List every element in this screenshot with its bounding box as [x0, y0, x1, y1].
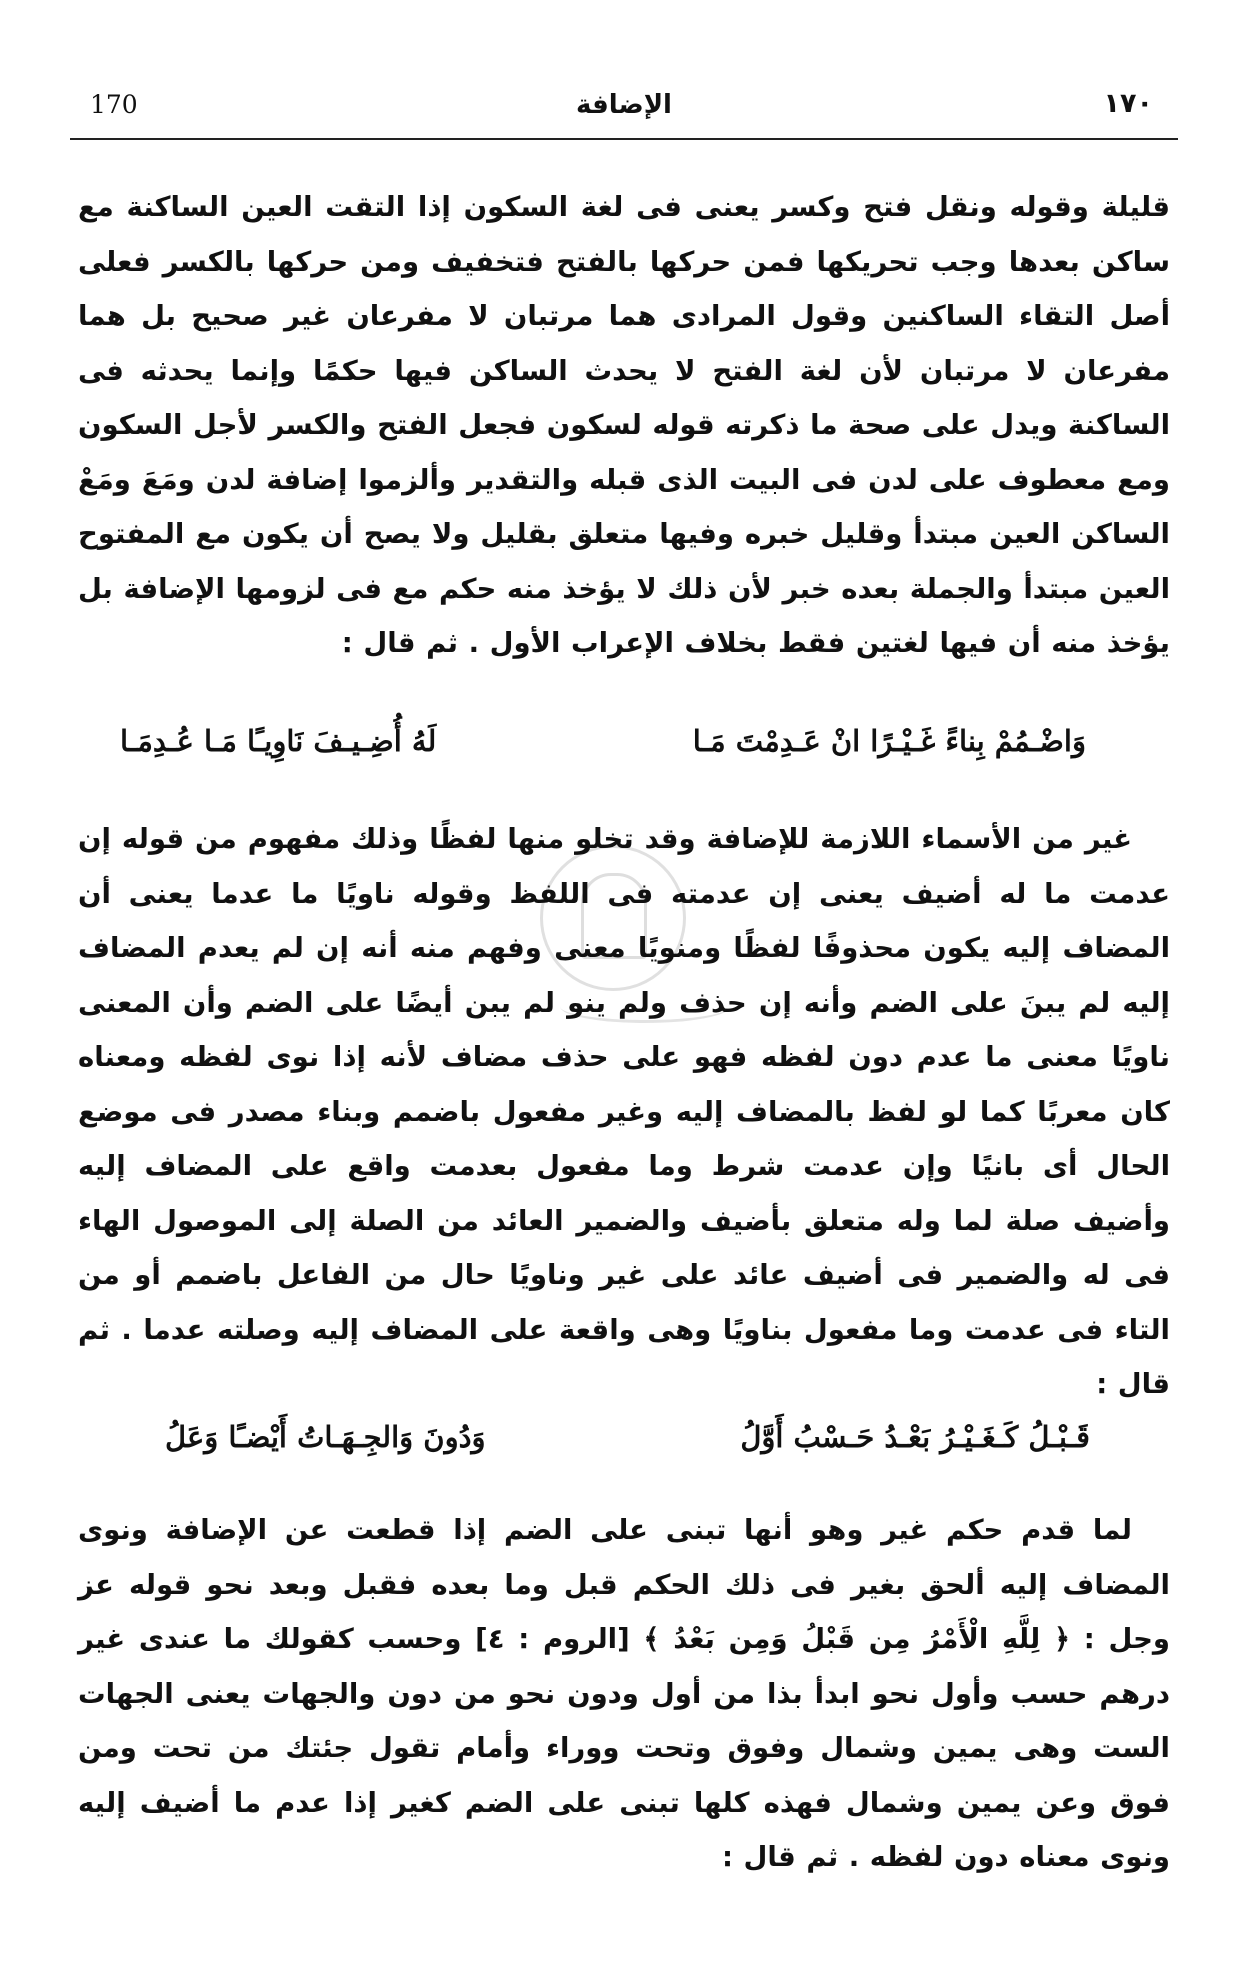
page-number-latin: 170	[90, 90, 138, 119]
paragraph-1: قليلة وقوله ونقل فتح وكسر يعنى فى لغة السكون إذا التقت العين الساكنة مع ساكن بعدها وجب تحريكها فمن حركها بالفتح فتخفيف ومن حركها بالكسر فعلى أصل التقاء الساكنين وقول المرادى هما مرتبان لا مفرعان غير صحيح بل هما مفرعان لا مرتبان لأن لغة الفتح لا يحدث الساكن فيها حكمًا وإنما يحدثه فى الساكنة ويدل على صحة ما ذكرته قوله لسكون فجعل الفتح والكسر لأجل السكون ومع معطوف على لدن فى البيت الذى قبله والتقدير وألزموا إضافة لدن ومَعَ ومَعْ الساكن العين مبتدأ وقليل خبره وفيها متعلق بقليل ولا يصح أن يكون مع المفتوح العين مبتدأ والجملة بعده خبر لأن ذلك لا يؤخذ منه حكم مع فى لزومها الإضافة بل يؤخذ منه أن فيها لغتين فقط بخلاف الإعراب الأول . ثم قال :	[78, 191, 1170, 659]
verse-1-first-hemistich: وَاضْـمُمْ بِناءً غَـيْـرًا انْ عَـدِمْتَ مَـا	[692, 724, 1086, 758]
page-number-arabic: ١٧٠	[1103, 88, 1153, 119]
verse-2-first-hemistich: قَـبْـلُ كَـغَـيْـرُ بَعْـدُ حَـسْبُ أَوَّلُ	[740, 1420, 1090, 1454]
verse-2-second-hemistich: وَدُونَ وَالجِـهَـاتُ أَيْضـًا وَعَلُ	[165, 1420, 486, 1454]
running-title: الإضافة	[576, 90, 672, 120]
page-header	[70, 82, 1178, 140]
paragraph-3: لما قدم حكم غير وهو أنها تبنى على الضم إذا قطعت عن الإضافة ونوى المضاف إليه ألحق بغير فى ذلك الحكم قبل وما بعده فقبل وبعد نحو قوله عز وجل : ﴿ لِلَّهِ الْأَمْرُ مِن قَبْلُ وَمِن بَعْدُ ﴾ [الروم : ٤] وحسب كقولك ما عندى غير درهم حسب وأول نحو ابدأ بذا من أول ودون نحو من دون والجهات يعنى الجهات الست وهى يمين وشمال وفوق وتحت ووراء وأمام تقول جئتك من تحت ومن فوق وعن يمين وشمال فهذه كلها تبنى على الضم كغير إذا عدم ما أضيف إليه ونوى معناه دون لفظه . ثم قال :	[78, 1514, 1170, 1873]
verse-1-second-hemistich: لَهُ أُضِـيـفَ نَاوِيـًا مَـا عُـدِمَـا	[120, 724, 437, 758]
paragraph-2: غير من الأسماء اللازمة للإضافة وقد تخلو منها لفظًا وذلك مفهوم من قوله إن عدمت ما له أضيف يعنى إن عدمته فى اللفظ وقوله ناويًا ما عدما يعنى أن المضاف إليه يكون محذوفًا لفظًا ومنويًا معنى وفهم منه أنه إن لم يعدم المضاف إليه لم يبنَ على الضم وأنه إن حذف ولم ينو لم يبن أيضًا على الضم وأن المعنى ناويًا معنى ما عدم دون لفظه فهو على حذف مضاف لأنه إذا نوى لفظه ومعناه كان معربًا كما لو لفظ بالمضاف إليه وغير مفعول باضمم وبناء مصدر فى موضع الحال أى بانيًا وإن عدمت شرط وما مفعول بعدمت واقع على المضاف إليه وأضيف صلة لما وله متعلق بأضيف والضمير العائد من الصلة إلى الموصول الهاء فى له والضمير فى أضيف عائد على غير وناويًا حال من الفاعل باضمم أو من التاء فى عدمت وما مفعول بناويًا وهى واقعة على المضاف إليه وصلته عدما . ثم قال :	[78, 823, 1170, 1400]
